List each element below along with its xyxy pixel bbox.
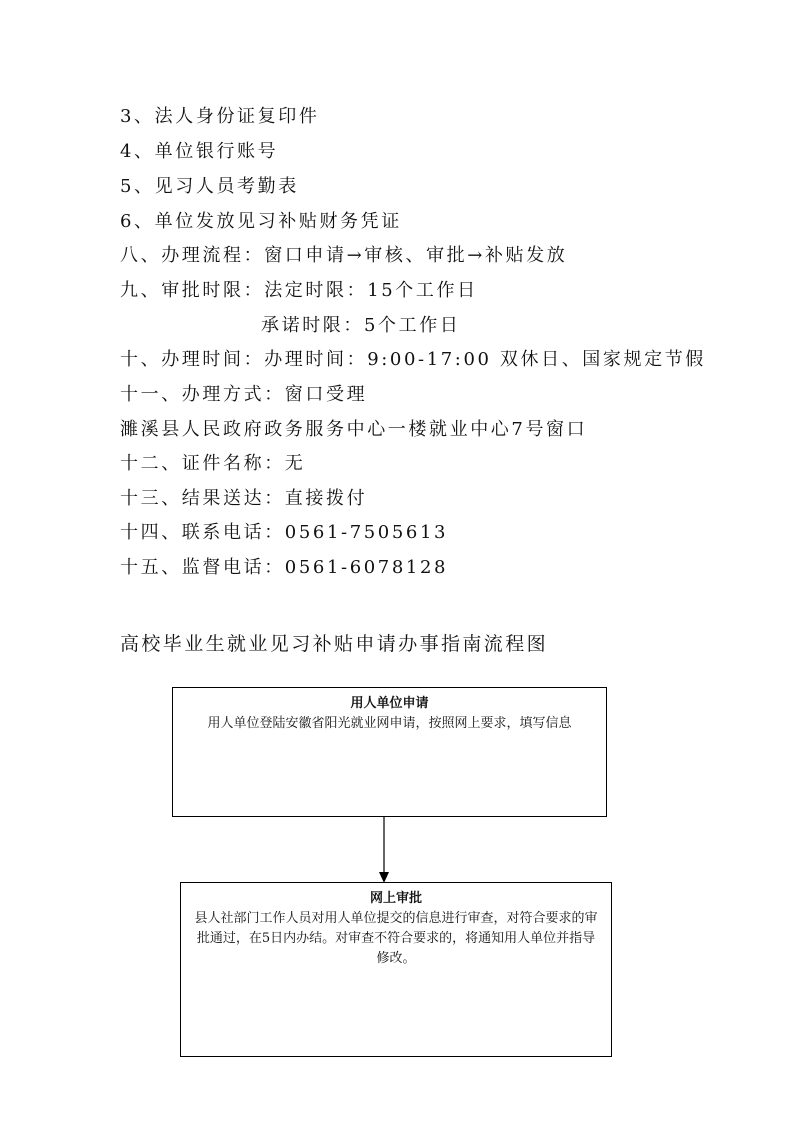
section-15-supervision-phone: 十五、监督电话：0561-6078128 (120, 557, 449, 578)
flow-step-apply (172, 687, 607, 817)
flowchart-title: 高校毕业生就业见习补贴申请办事指南流程图 (120, 633, 549, 655)
item-5: 5、见习人员考勤表 (120, 176, 299, 197)
flow-step-apply-body: 用人单位登陆安徽省阳光就业网申请，按照网上要求，填写信息 (207, 716, 572, 731)
promised-time-limit: 承诺时限：5个工作日 (261, 315, 461, 336)
section-10-office-hours: 十、办理时间：办理时间：9:00-17:00 双休日、国家规定节假 (120, 349, 706, 370)
item-3: 3、法人身份证复印件 (120, 106, 320, 127)
flow-step-apply-title: 用人单位申请 (350, 696, 429, 711)
flow-step-review (180, 882, 612, 1057)
section-14-contact-phone: 十四、联系电话：0561-7505613 (120, 522, 449, 543)
item-6: 6、单位发放见习补贴财务凭证 (120, 211, 402, 232)
service-location: 濉溪县人民政府政务服务中心一楼就业中心7号窗口 (120, 419, 588, 440)
section-12-certificate: 十二、证件名称：无 (120, 453, 306, 474)
flow-arrow (372, 816, 396, 884)
item-4: 4、单位银行账号 (120, 141, 279, 162)
section-13-delivery: 十三、结果送达：直接拨付 (120, 488, 368, 509)
section-9-time-limit: 九、审批时限：法定时限：15个工作日 (120, 280, 478, 301)
flow-step-review-body: 县人社部门工作人员对用人单位提交的信息进行审查，对符合要求的审批通过，在5日内办结。对审查不符合要求的，将通知用人单位并指导修改。 (194, 911, 598, 966)
flow-step-review-title: 网上审批 (369, 891, 422, 906)
section-11-method: 十一、办理方式：窗口受理 (120, 384, 368, 405)
section-8-process: 八、办理流程：窗口申请→审核、审批→补贴发放 (120, 245, 568, 266)
